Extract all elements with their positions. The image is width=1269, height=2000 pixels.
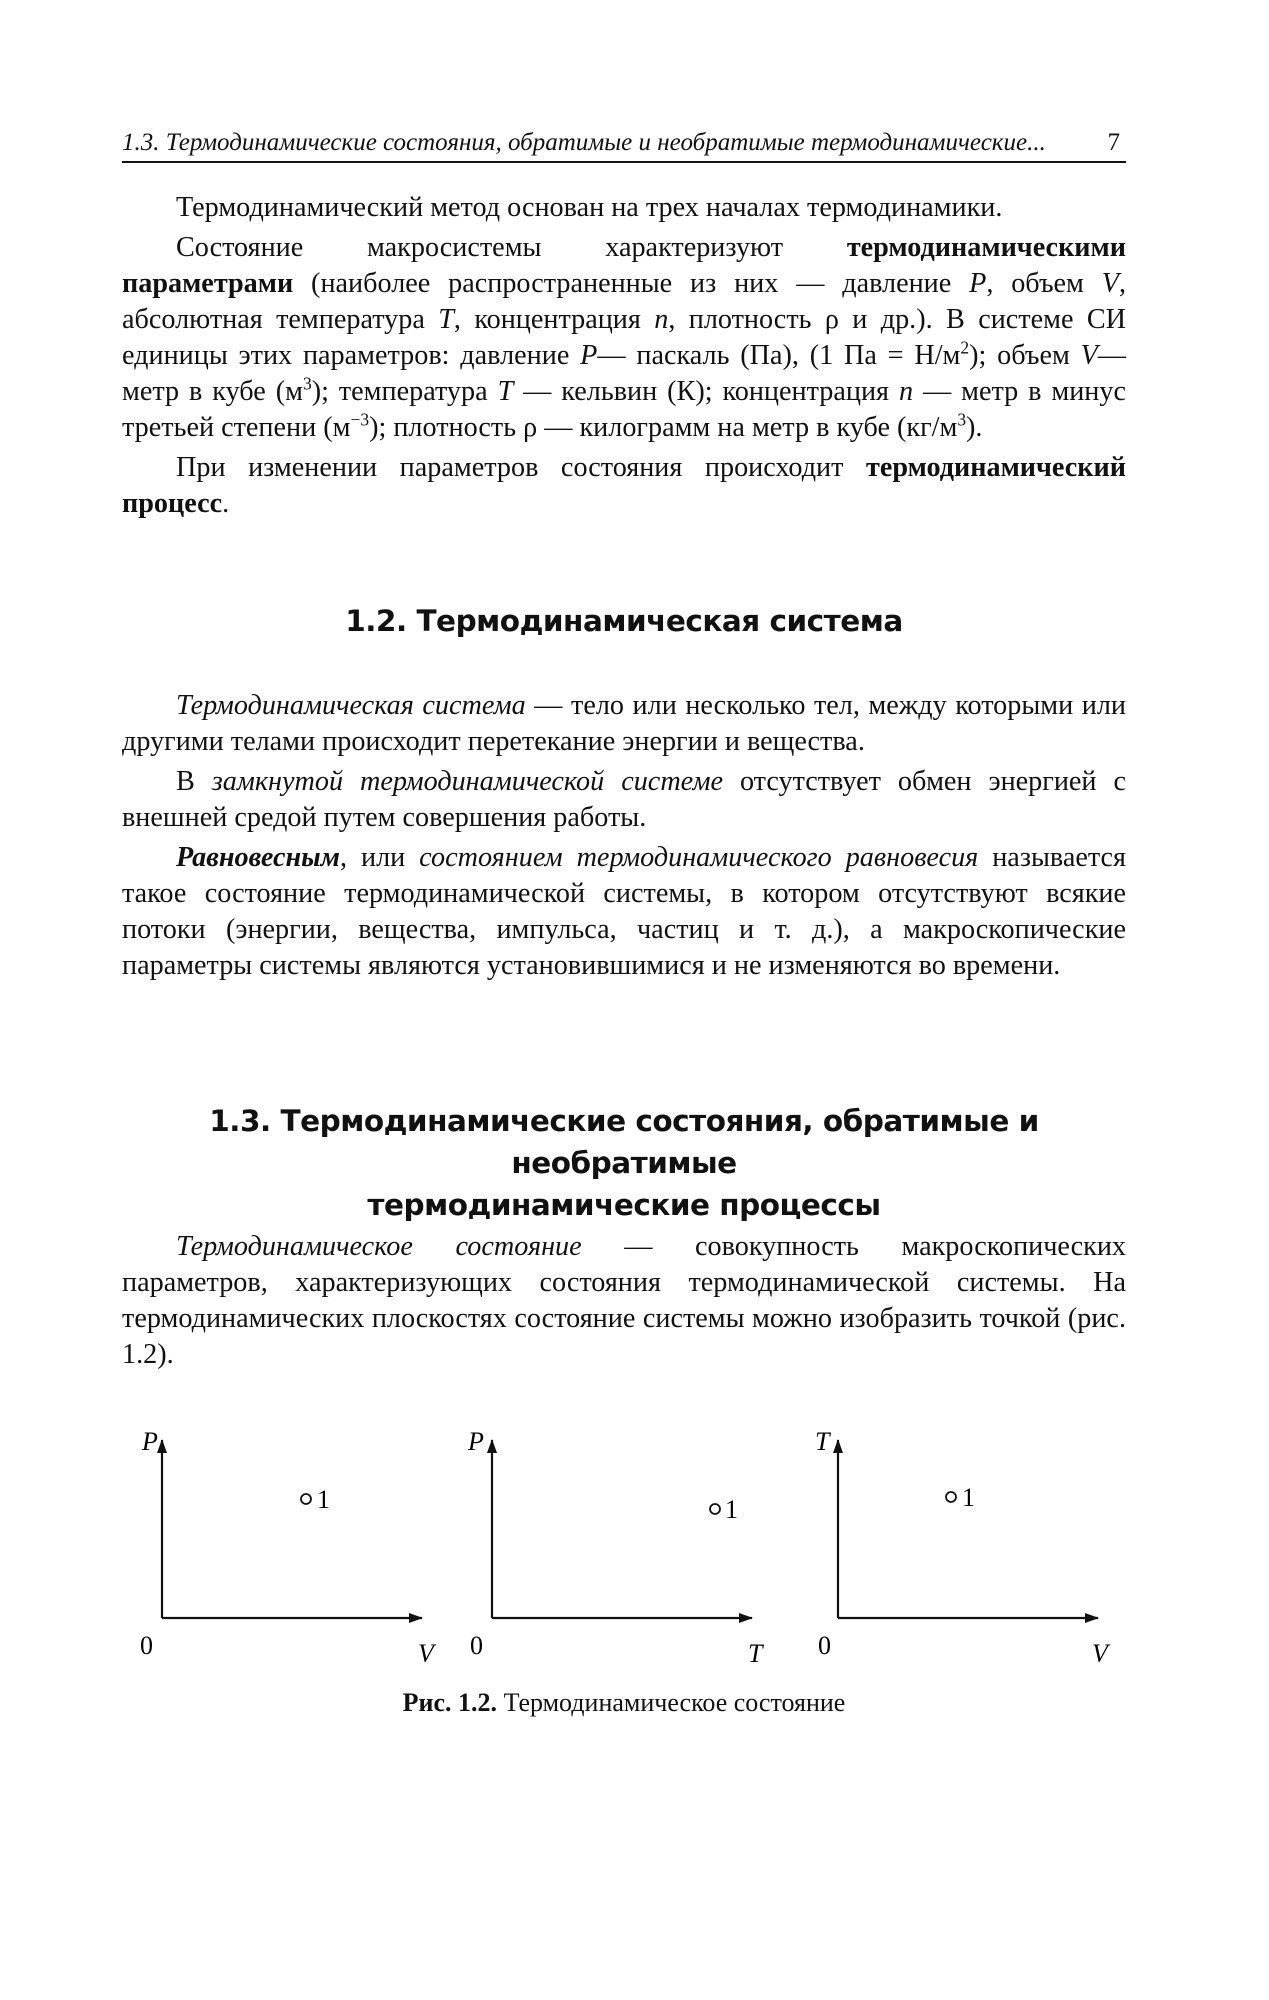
running-head <box>122 126 1126 163</box>
section-heading-1-3-line-2: термодинамические процессы <box>367 1188 881 1222</box>
running-head-title: 1.3. Термодинамические состояния, обратимые и необратимые термодинамические... <box>122 129 1046 156</box>
figure-caption-text: Термодинамическое состояние <box>497 1688 846 1717</box>
origin-label: 0 <box>470 1631 483 1660</box>
section-heading-1-2: 1.2. Термодинамическая система <box>345 604 903 638</box>
state-point <box>710 1504 720 1514</box>
state-point <box>946 1492 956 1502</box>
y-axis-label: T <box>815 1427 830 1456</box>
x-axis-label: V <box>1092 1639 1108 1668</box>
diagram-p-t <box>467 1427 764 1668</box>
section-1-2-paragraph-1: Термодинамическая система — тело или несколько тел, между которыми или другими телами происходит перетекание энергии и вещества. <box>122 690 1126 757</box>
state-point <box>301 1494 311 1504</box>
x-axis-label: T <box>748 1639 763 1668</box>
section-heading-1-3-line-1: 1.3. Термодинамические состояния, обратимые и необратимые <box>209 1104 1039 1180</box>
origin-label: 0 <box>818 1631 831 1660</box>
x-axis-label: V <box>418 1639 434 1668</box>
origin-label: 0 <box>140 1631 153 1660</box>
figure-1-2 <box>122 1420 1126 1740</box>
section-1-2-paragraph-2: В замкнутой термодинамической системе отсутствует обмен энергией с внешней средой путем совершения работы. <box>122 766 1126 833</box>
page-number: 7 <box>1107 129 1120 156</box>
intro-text <box>122 190 1126 526</box>
state-diagrams <box>122 1420 1126 1680</box>
y-axis-label: P <box>142 1427 158 1456</box>
section-1-3-paragraph-1: Термодинамическое состояние — совокупность макроскопических параметров, характеризующих состояния термодинамической системы. На термодинамических плоскостях состояние системы можно изобразить точкой (рис. 1.2). <box>122 1231 1127 1370</box>
section-1-2-text <box>122 688 1126 988</box>
intro-paragraph-3: При изменении параметров состояния происходит термодинамический процесс. <box>122 452 1126 519</box>
intro-paragraph-1: Термодинамический метод основан на трех началах термодинамики. <box>176 192 1003 223</box>
state-point-label: 1 <box>962 1483 975 1512</box>
section-1-2-paragraph-3: Равновесным, или состоянием термодинамического равновесия называется такое состояние термодинамической системы, в котором отсутствуют всякие потоки (энергии, вещества, импульса, частиц и т. д.), а макроскопические параметры системы являются установившимися и не изменяются во времени. <box>122 842 1126 981</box>
section-1-3-text <box>122 1229 1126 1377</box>
term-thermodynamic-process: термодинамический процесс <box>122 452 1126 519</box>
y-axis-label: P <box>468 1427 484 1456</box>
diagram-p-v <box>140 1427 437 1668</box>
state-point-label: 1 <box>725 1495 738 1524</box>
diagram-t-v <box>815 1427 1111 1668</box>
figure-caption-label: Рис. 1.2. <box>402 1688 498 1717</box>
section-heading-1-3 <box>122 1100 1126 1226</box>
figure-caption <box>122 1686 1126 1720</box>
state-point-label: 1 <box>317 1485 330 1514</box>
intro-paragraph-2: Состояние макросистемы характеризуют термодинамическими параметрами (наиболее распространенные из них — давление P, объем V, абсолютная температура T, концентрация n, плотность ρ и др.). В системе СИ единицы этих параметров: давление P— паскаль (Па), (1 Па = $Н/м^2$); объем V— метр в кубе $(м^3)$; температура T — кельвин (К); концентрация n — метр в минус третьей степени $(м^{-3})$; плотность ρ — килограмм на метр в кубе $(кг/м^3)$. <box>122 232 1127 443</box>
term-thermodynamic-parameters: термодинамическими параметрами <box>122 232 1126 299</box>
